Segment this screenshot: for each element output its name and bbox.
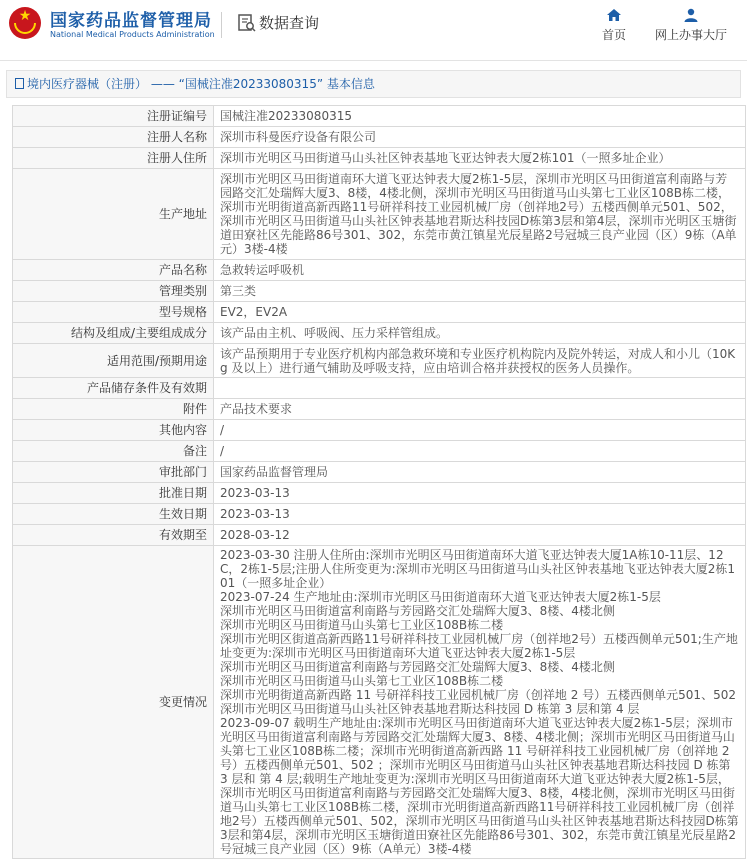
- nav-online-service[interactable]: [655, 8, 727, 43]
- row-label-change-history: 变更情况: [13, 546, 214, 859]
- table-row: [13, 169, 746, 260]
- site-header: [0, 0, 747, 61]
- row-value-registrant-name: 深圳市科曼医疗设备有限公司: [214, 127, 746, 148]
- change-history-text: 2023-03-30 注册人住所由:深圳市光明区马田街道南环大道飞亚达钟表大厦1A栋10-11层、12C，2栋1-5层;注册人住所变更为:深圳市光明区马田街道马山头社区钟表基地飞亚达钟表大厦2栋101（一照多址企业） 2023-07-24 生产地址由:深圳市光明区马田街道南环大道飞亚达钟表大厦2栋1-5层 深圳市光明区马田街道富利南路与芳园路交汇处瑞辉大厦3、8楼、4楼北侧 深圳市光明区马田街道马山头第七工业区108B栋二楼 深圳市光明区街道高新西路11号研祥科技工业园机械厂房（创祥地2号）五楼西侧单元501;生产地址变更为:深圳市光明区马田街道南环大道飞亚达钟表大厦2栋1-5层 深圳市光明区马田街道富利南路与芳园路交汇处瑞辉大厦3、8楼、4楼北侧 深圳市光明区马田街道马山头第七工业区108B栋二楼 深圳市光明街道高新西路 11 号研祥科技工业园机械厂房（创祥地 2 号）五楼西侧单元501、502 深圳市光明区马田街道马山头社区钟表基地君斯达科技园 D 栋第 3 层和第 4 层 2023-09-07 载明生产地址由:深圳市光明区马田街道南环大道飞亚达钟表大厦2栋1-5层；深圳市光明区马田街道富利南路与芳园路交汇处瑞辉大厦3、8楼、4楼北侧；深圳市光明区马田街道马山头第七工业区108B栋二楼；深圳市光明街道高新西路 11 号研祥科技工业园机械厂房（创祥地 2 号）五楼西侧单元501、502 ；深圳市光明区马田街道马山头社区钟表基地君斯达科技园 D 栋第 3 层和 第 4 层;载明生产地址变更为:深圳市光明区马田街道南环大道飞亚达钟表大厦2栋1-5层，深圳市光明区马田街道富利南路与芳园路交汇处瑞辉大厦3、8楼，4楼北侧，深圳市光明区马田街道马山头第七工业区108B栋二楼，深圳市光明街道高新西路11号研祥科技工业园机械厂房（创祥地2号）五楼西侧单元501、502，深圳市光明区马田街道马山头社区钟表基地君斯达科技园D栋第3层和第4层，深圳市光明区玉塘街道田寮社区先能路86号301、302，东莞市黄江镇星光辰星路2号冠城三良产业园（区）9栋（A单元）3楼-4楼: [220, 548, 739, 856]
- registration-info-table: [12, 105, 746, 859]
- breadcrumb-text: 境内医疗器械（注册） —— “国械注准20233080315” 基本信息: [27, 77, 375, 91]
- table-row: [13, 302, 746, 323]
- row-value-intended-use: 该产品预期用于专业医疗机构内部急救环境和专业医疗机构院内及院外转运，对成人和小儿（10Kg 及以上）进行通气辅助及呼吸支持，应由培训合格并获授权的医务人员操作。: [214, 344, 746, 378]
- row-value-approval-dept: 国家药品监督管理局: [214, 462, 746, 483]
- header-divider: [221, 12, 222, 38]
- table-row: [13, 546, 746, 859]
- table-row: [13, 462, 746, 483]
- data-query-icon: [238, 14, 256, 32]
- table-row: [13, 148, 746, 169]
- table-row: [13, 483, 746, 504]
- row-value-registrant-address: 深圳市光明区马田街道马山头社区钟表基地飞亚达钟表大厦2栋101（一照多址企业）: [214, 148, 746, 169]
- row-label-registrant-name: 注册人名称: [13, 127, 214, 148]
- nav-online-service-label: 网上办事大厅: [655, 28, 728, 42]
- row-label-effective-date: 生效日期: [13, 504, 214, 525]
- nav-home[interactable]: [602, 8, 626, 43]
- row-label-valid-until: 有效期至: [13, 525, 214, 546]
- row-value-product-name: 急救转运呼吸机: [214, 260, 746, 281]
- row-label-approval-dept: 审批部门: [13, 462, 214, 483]
- site-name-cn[interactable]: 国家药品监督管理局: [50, 11, 212, 31]
- table-row: [13, 323, 746, 344]
- row-value-effective-date: 2023-03-13: [214, 504, 746, 525]
- row-label-remarks: 备注: [13, 441, 214, 462]
- row-value-other: /: [214, 420, 746, 441]
- row-value-storage: [214, 378, 746, 399]
- row-value-change-history: [214, 546, 746, 859]
- row-label-registration-number: 注册证编号: [13, 106, 214, 127]
- table-row: [13, 441, 746, 462]
- document-icon: [15, 78, 24, 89]
- row-label-management-category: 管理类别: [13, 281, 214, 302]
- row-label-intended-use: 适用范围/预期用途: [13, 344, 214, 378]
- row-label-model-spec: 型号规格: [13, 302, 214, 323]
- row-value-approval-date: 2023-03-13: [214, 483, 746, 504]
- table-row: [13, 106, 746, 127]
- table-row: [13, 420, 746, 441]
- row-value-remarks: /: [214, 441, 746, 462]
- national-emblem-icon[interactable]: ★: [9, 7, 41, 39]
- table-row: [13, 344, 746, 378]
- row-value-attachment: 产品技术要求: [214, 399, 746, 420]
- site-name-en[interactable]: National Medical Products Administration: [50, 30, 215, 39]
- row-label-storage: 产品储存条件及有效期: [13, 378, 214, 399]
- table-row: [13, 378, 746, 399]
- home-icon: [606, 8, 622, 22]
- row-label-structure: 结构及组成/主要组成成分: [13, 323, 214, 344]
- table-row: [13, 399, 746, 420]
- row-value-production-address: 深圳市光明区马田街道南环大道飞亚达钟表大厦2栋1-5层，深圳市光明区马田街道富利南路与芳园路交汇处瑞辉大厦3、8楼，4楼北侧，深圳市光明区马田街道马山头第七工业区108B栋二楼，深圳市光明街道高新西路11号研祥科技工业园机械厂房（创祥地2号）五楼西侧单元501、502，深圳市光明区马田街道马山头社区钟表基地君斯达科技园D栋第3层和第4层，深圳市光明区玉塘街道田寮社区先能路86号301、302，东莞市黄江镇星光辰星路2号冠城三良产业园（区）9栋（A单元）3楼-4楼: [214, 169, 746, 260]
- row-label-attachment: 附件: [13, 399, 214, 420]
- breadcrumb: [6, 70, 741, 98]
- row-label-product-name: 产品名称: [13, 260, 214, 281]
- table-row: [13, 504, 746, 525]
- row-value-valid-until: 2028-03-12: [214, 525, 746, 546]
- user-icon: [683, 8, 699, 22]
- row-value-management-category: 第三类: [214, 281, 746, 302]
- row-value-model-spec: EV2，EV2A: [214, 302, 746, 323]
- table-row: [13, 127, 746, 148]
- row-value-registration-number: 国械注准20233080315: [214, 106, 746, 127]
- row-label-production-address: 生产地址: [13, 169, 214, 260]
- table-row: [13, 260, 746, 281]
- nav-home-label: 首页: [602, 28, 627, 42]
- row-label-approval-date: 批准日期: [13, 483, 214, 504]
- row-label-other: 其他内容: [13, 420, 214, 441]
- section-title: 数据查询: [259, 14, 320, 32]
- table-row: [13, 525, 746, 546]
- row-label-registrant-address: 注册人住所: [13, 148, 214, 169]
- row-value-structure: 该产品由主机、呼吸阀、压力采样管组成。: [214, 323, 746, 344]
- table-row: [13, 281, 746, 302]
